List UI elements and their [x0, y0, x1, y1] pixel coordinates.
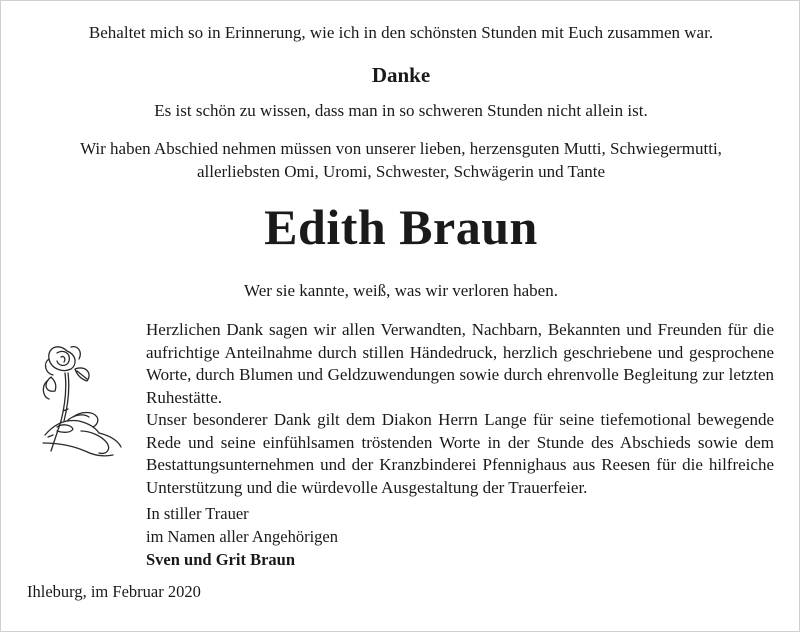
not-alone-line: Es ist schön zu wissen, dass man in so schweren Stunden nicht allein ist.	[154, 101, 648, 120]
memorial-quote: Wer sie kannte, weiß, was wir verloren haben.	[244, 281, 558, 300]
rose-in-hand-icon	[37, 339, 127, 459]
signature-names: Sven und Grit Braun	[146, 550, 295, 569]
intro-text	[1, 137, 800, 183]
thanks-paragraph-1: Herzlichen Dank sagen wir allen Verwandten, Nachbarn, Bekannten und Freunden für die aufrichtige Anteilnahme durch stillen Händedruck, herzlich geschriebene und gesprochene Worte, durch Blumen und Geldzuwendungen sowie durch ehrenvolle Begleitung zur letzten Ruhestätte.	[146, 320, 774, 407]
thanks-paragraph-2: Unser besonderer Dank gilt dem Diakon Herrn Lange für seine tiefemotional bewegende Rede und seine einfühlsamen tröstenden Worte in der Stunde des Abschieds sowie dem Bestattungsunternehmen und der Kranzbinderei Pfennighaus aus Reesen für die hilfreiche Unterstützung und die würdevolle Ausgestaltung der Trauerfeier.	[146, 410, 774, 497]
signature-line-1: In stiller Trauer	[146, 504, 249, 523]
intro-line-1: Wir haben Abschied nehmen müssen von unserer lieben, herzensguten Mutti, Schwiegermutti,	[80, 139, 722, 158]
signature-block	[146, 502, 338, 571]
intro-line-2: allerliebsten Omi, Uromi, Schwester, Schwägerin und Tante	[196, 162, 606, 181]
opening-quote: Behaltet mich so in Erinnerung, wie ich in den schönsten Stunden mit Euch zusammen war.	[88, 23, 714, 42]
deceased-name: Edith Braun	[264, 199, 538, 255]
signature-line-2: im Namen aller Angehörigen	[146, 527, 338, 546]
place-date: Ihleburg, im Februar 2020	[27, 582, 201, 601]
thanks-heading: Danke	[371, 63, 431, 87]
thanks-body	[146, 319, 774, 499]
